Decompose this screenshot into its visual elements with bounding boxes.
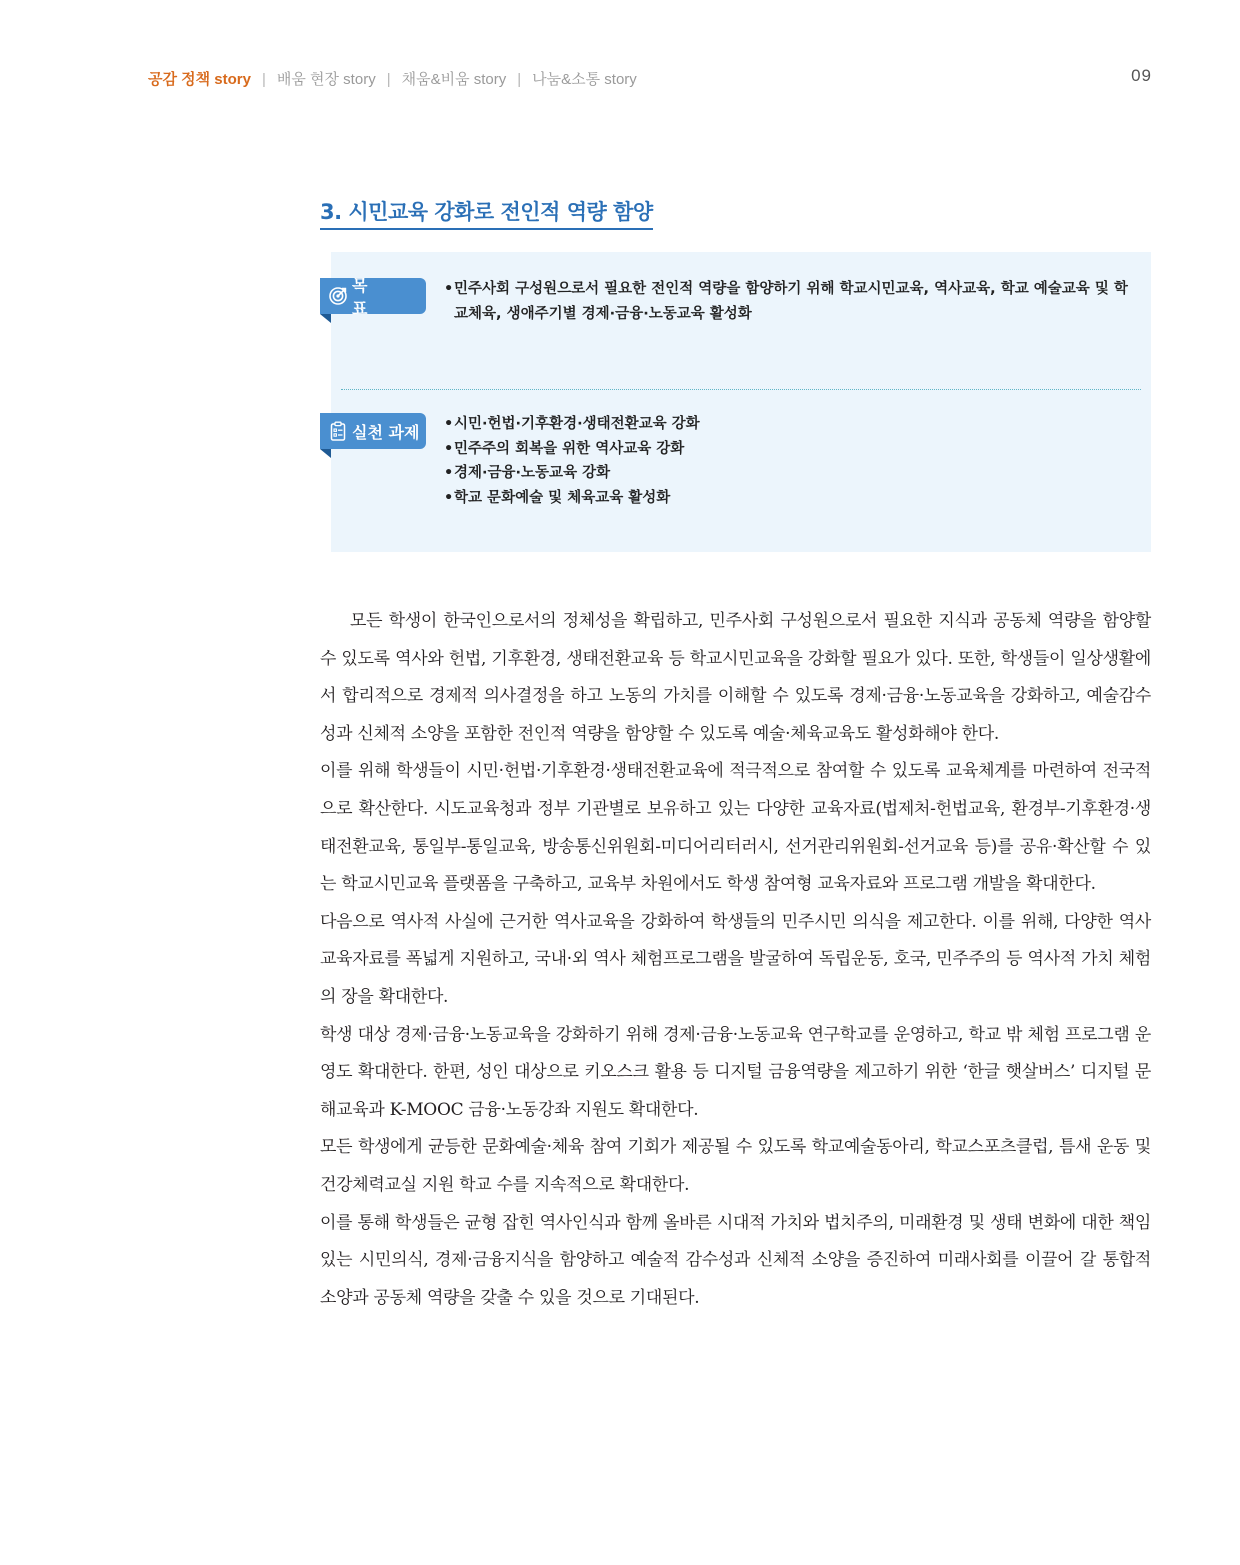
nav-item-policy-story[interactable]: 공감 정책 story	[148, 71, 251, 88]
goal-list	[444, 277, 1134, 326]
body-text	[320, 603, 1151, 1317]
body-paragraph: 이를 통해 학생들은 균형 잡힌 역사인식과 함께 올바른 시대적 가치와 법치주의, 미래환경 및 생태 변화에 대한 책임 있는 시민의식, 경제·금융지식을 함양하고 예술적 감수성과 신체적 소양을 증진하여 미래사회를 이끌어 갈 통합적 소양과 공동체 역량을 갖출 수 있을 것으로 기대된다.	[320, 1212, 1151, 1308]
body-paragraph: 다음으로 역사적 사실에 근거한 역사교육을 강화하여 학생들의 민주시민 의식을 제고한다. 이를 위해, 다양한 역사 교육자료를 폭넓게 지원하고, 국내·외 역사 체험프로그램을 발굴하여 독립운동, 호국, 민주주의 등 역사적 가치 체험의 장을 확대한다.	[320, 911, 1151, 1007]
body-paragraph: 모든 학생에게 균등한 문화예술·체육 참여 기회가 제공될 수 있도록 학교예술동아리, 학교스포츠클럽, 틈새 운동 및 건강체력교실 지원 학교 수를 지속적으로 확대한다.	[320, 1137, 1151, 1195]
nav-separator: |	[261, 71, 266, 88]
nav-item-sharing-story[interactable]: 나눔&소통 story	[532, 71, 637, 88]
tasks-label-text: 실천 과제	[352, 422, 420, 442]
task-item: • 시민·헌법·기후환경·생태전환교육 강화	[444, 412, 700, 437]
target-icon	[328, 286, 348, 306]
body-paragraph: 학생 대상 경제·금융·노동교육을 강화하기 위해 경제·금융·노동교육 연구학교를 운영하고, 학교 밖 체험 프로그램 운영도 확대한다. 한편, 성인 대상으로 키오스크 활용 등 디지털 금융역량을 제고하기 위한 ‘한글 햇살버스’ 디지털 문해교육과 K-MOOC 금융·노동강좌 지원도 확대한다.	[320, 1024, 1151, 1120]
header-nav	[148, 68, 637, 89]
section-title: 3. 시민교육 강화로 전인적 역량 함양	[320, 196, 653, 230]
goal-label	[320, 276, 426, 318]
goal-label-text: 목표	[352, 276, 398, 318]
body-paragraph: 이를 위해 학생들이 시민·헌법·기후환경·생태전환교육에 적극적으로 참여할 수 있도록 교육체계를 마련하여 전국적으로 확산한다. 시도교육청과 정부 기관별로 보유하고 있는 다양한 교육자료(법제처-헌법교육, 환경부-기후환경·생태전환교육, 통일부-통일교육, 방송통신위원회-미디어리터러시, 선거관리위원회-선거교육 등)를 공유·확산할 수 있는 학교시민교육 플랫폼을 구축하고, 교육부 차원에서도 학생 참여형 교육자료와 프로그램 개발을 확대한다.	[320, 761, 1151, 895]
nav-separator: |	[517, 71, 522, 88]
task-item: • 경제·금융·노동교육 강화	[444, 461, 700, 486]
task-item: • 학교 문화예술 및 체육교육 활성화	[444, 486, 700, 511]
page-number: 09	[1131, 66, 1152, 85]
nav-item-learning-story[interactable]: 배움 현장 story	[276, 71, 376, 88]
divider	[341, 389, 1141, 390]
goal-item: • 민주사회 구성원으로서 필요한 전인적 역량을 함양하기 위해 학교시민교육, 역사교육, 학교 예술교육 및 학교체육, 생애주기별 경제·금융·노동교육 활성화	[444, 277, 1134, 326]
nav-item-fill-empty-story[interactable]: 채움&비움 story	[401, 71, 507, 88]
body-paragraph: 모든 학생이 한국인으로서의 정체성을 확립하고, 민주사회 구성원으로서 필요한 지식과 공동체 역량을 함양할 수 있도록 역사와 헌법, 기후환경, 생태전환교육 등 학교시민교육을 강화할 필요가 있다. 또한, 학생들이 일상생활에서 합리적으로 경제적 의사결정을 하고 노동의 가치를 이해할 수 있도록 경제·금융·노동교육을 강화하고, 예술감수성과 신체적 소양을 포함한 전인적 역량을 함양할 수 있도록 예술·체육교육도 활성화해야 한다.	[320, 611, 1151, 744]
tasks-list	[444, 412, 700, 510]
tasks-label	[320, 413, 426, 449]
task-item: • 민주주의 회복을 위한 역사교육 강화	[444, 437, 700, 462]
clipboard-icon	[328, 421, 348, 441]
nav-separator: |	[386, 71, 391, 88]
